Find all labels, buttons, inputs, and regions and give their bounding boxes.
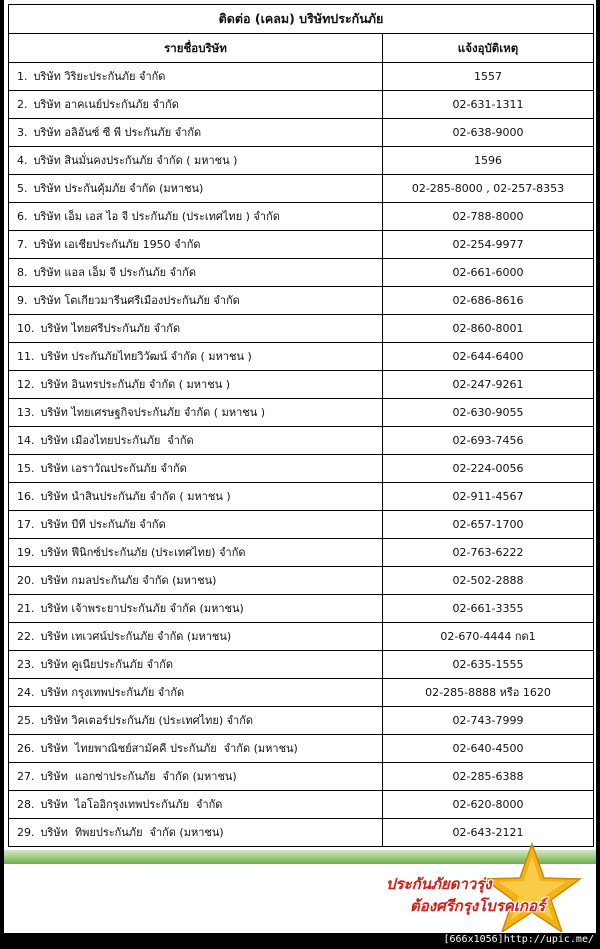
phone-number: 02-657-1700 [383, 511, 594, 539]
company-column-header: รายชื่อบริษัท [9, 34, 383, 63]
company-name: บริษัท ประกันคุ้มภัย จำกัด (มหาชน) [33, 182, 204, 195]
company-name: บริษัท แอล เอ็ม จี ประกันภัย จำกัด [33, 266, 196, 279]
company-name: บริษัท เทเวศน์ประกันภัย จำกัด (มหาชน) [40, 630, 232, 643]
row-number: 5. [17, 182, 28, 195]
company-cell [9, 371, 383, 399]
table-row [9, 679, 594, 707]
company-cell [9, 763, 383, 791]
company-name: บริษัท อินทรประกันภัย จำกัด ( มหาชน ) [40, 378, 231, 391]
company-cell [9, 203, 383, 231]
company-cell [9, 455, 383, 483]
company-name: บริษัท ไอโออิกรุงเทพประกันภัย จำกัด [40, 798, 223, 811]
logo-text-line2: ต้องศรีกรุงโบรคเกอร์ [410, 897, 546, 915]
row-number: 3. [17, 126, 28, 139]
table-row [9, 231, 594, 259]
phone-number: 02-285-8000 , 02-257-8353 [383, 175, 594, 203]
company-cell [9, 259, 383, 287]
row-number: 1. [17, 70, 28, 83]
company-name: บริษัท คูเนียประกันภัย จำกัด [40, 658, 174, 671]
document-page [4, 0, 596, 933]
table-row [9, 399, 594, 427]
phone-number: 02-686-8616 [383, 287, 594, 315]
table-row [9, 707, 594, 735]
company-name: บริษัท ไทยเศรษฐกิจประกันภัย จำกัด ( มหาชน ) [40, 406, 266, 419]
row-number: 27. [17, 770, 35, 783]
company-name: บริษัท แอกซ่าประกันภัย จำกัด (มหาชน) [40, 770, 237, 783]
row-number: 12. [17, 378, 35, 391]
table-row [9, 147, 594, 175]
company-name: บริษัท อลิอันซ์ ซี พี ประกันภัย จำกัด [33, 126, 202, 139]
phone-number: 02-670-4444 กด1 [383, 623, 594, 651]
phone-number: 02-693-7456 [383, 427, 594, 455]
company-name: บริษัท เจ้าพระยาประกันภัย จำกัด (มหาชน) [40, 602, 244, 615]
row-number: 19. [17, 546, 35, 559]
phone-number: 02-638-9000 [383, 119, 594, 147]
company-name: บริษัท เอราวัณประกันภัย จำกัด [40, 462, 187, 475]
company-cell [9, 791, 383, 819]
table-row [9, 595, 594, 623]
row-number: 8. [17, 266, 28, 279]
company-cell [9, 63, 383, 91]
table-title: ติดต่อ (เคลม) บริษัทประกันภัย [9, 5, 594, 34]
company-cell [9, 175, 383, 203]
company-name: บริษัท กมลประกันภัย จำกัด (มหาชน) [40, 574, 217, 587]
company-cell [9, 623, 383, 651]
row-number: 20. [17, 574, 35, 587]
company-cell [9, 343, 383, 371]
company-cell [9, 735, 383, 763]
company-cell [9, 147, 383, 175]
row-number: 28. [17, 798, 35, 811]
table-row [9, 119, 594, 147]
company-cell [9, 539, 383, 567]
phone-number: 02-631-1311 [383, 91, 594, 119]
phone-number: 02-661-6000 [383, 259, 594, 287]
company-cell [9, 119, 383, 147]
row-number: 13. [17, 406, 35, 419]
phone-number: 02-644-6400 [383, 343, 594, 371]
row-number: 14. [17, 434, 35, 447]
company-name: บริษัท วิริยะประกันภัย จำกัด [33, 70, 166, 83]
company-cell [9, 427, 383, 455]
company-name: บริษัท ทิพยประกันภัย จำกัด (มหาชน) [40, 826, 224, 839]
phone-number: 02-763-6222 [383, 539, 594, 567]
table-row [9, 343, 594, 371]
table-body [9, 63, 594, 847]
company-cell [9, 707, 383, 735]
phone-number: 02-502-2888 [383, 567, 594, 595]
phone-number: 02-640-4500 [383, 735, 594, 763]
phone-number: 02-247-9261 [383, 371, 594, 399]
company-cell [9, 231, 383, 259]
company-name: บริษัท นำสินประกันภัย จำกัด ( มหาชน ) [40, 490, 231, 503]
company-cell [9, 679, 383, 707]
row-number: 26. [17, 742, 35, 755]
company-cell [9, 483, 383, 511]
row-number: 15. [17, 462, 35, 475]
row-number: 25. [17, 714, 35, 727]
company-name: บริษัท ฟีนิกซ์ประกันภัย (ประเทศไทย) จำกัด [40, 546, 246, 559]
company-cell [9, 567, 383, 595]
phone-number: 02-285-8888 หรือ 1620 [383, 679, 594, 707]
company-cell [9, 651, 383, 679]
table-row [9, 483, 594, 511]
table-row [9, 735, 594, 763]
company-name: บริษัท เอ็ม เอส ไอ จี ประกันภัย (ประเทศไทย ) จำกัด [33, 210, 280, 223]
row-number: 24. [17, 686, 35, 699]
phone-number: 02-224-0056 [383, 455, 594, 483]
table-row [9, 175, 594, 203]
company-name: บริษัท โตเกียวมารีนศรีเมืองประกันภัย จำกัด [33, 294, 240, 307]
table-row [9, 63, 594, 91]
company-cell [9, 819, 383, 847]
row-number: 17. [17, 518, 35, 531]
phone-number: 02-743-7999 [383, 707, 594, 735]
table-row [9, 511, 594, 539]
phone-number: 02-788-8000 [383, 203, 594, 231]
company-name: บริษัท วิคเตอร์ประกันภัย (ประเทศไทย) จำกัด [40, 714, 254, 727]
row-number: 4. [17, 154, 28, 167]
row-number: 23. [17, 658, 35, 671]
phone-number: 02-285-6388 [383, 763, 594, 791]
company-name: บริษัท ประกันภัยไทยวิวัฒน์ จำกัด ( มหาชน ) [40, 350, 252, 363]
table-row [9, 287, 594, 315]
row-number: 29. [17, 826, 35, 839]
row-number: 6. [17, 210, 28, 223]
company-cell [9, 511, 383, 539]
company-name: บริษัท เมืองไทยประกันภัย จำกัด [40, 434, 194, 447]
row-number: 16. [17, 490, 35, 503]
phone-number: 02-643-2121 [383, 819, 594, 847]
row-number: 22. [17, 630, 35, 643]
row-number: 7. [17, 238, 28, 251]
row-number: 21. [17, 602, 35, 615]
table-row [9, 91, 594, 119]
row-number: 10. [17, 322, 35, 335]
table-row [9, 539, 594, 567]
phone-number: 02-620-8000 [383, 791, 594, 819]
phone-number: 02-860-8001 [383, 315, 594, 343]
row-number: 9. [17, 294, 28, 307]
phone-number: 02-661-3355 [383, 595, 594, 623]
phone-number: 1596 [383, 147, 594, 175]
company-name: บริษัท อาคเนย์ประกันภัย จำกัด [33, 98, 179, 111]
company-cell [9, 315, 383, 343]
row-number: 2. [17, 98, 28, 111]
company-name: บริษัท สินมั่นคงประกันภัย จำกัด ( มหาชน ) [33, 154, 238, 167]
phone-number: 02-254-9977 [383, 231, 594, 259]
phone-number: 02-635-1555 [383, 651, 594, 679]
company-name: บริษัท บีที ประกันภัย จำกัด [40, 518, 166, 531]
company-name: บริษัท กรุงเทพประกันภัย จำกัด [40, 686, 185, 699]
table-row [9, 623, 594, 651]
phone-number: 02-911-4567 [383, 483, 594, 511]
company-cell [9, 399, 383, 427]
insurance-contact-table [8, 4, 594, 847]
company-name: บริษัท ไทยศรีประกันภัย จำกัด [40, 322, 181, 335]
table-row [9, 791, 594, 819]
table-row [9, 259, 594, 287]
company-name: บริษัท ไทยพาณิชย์สามัคคี ประกันภัย จำกัด (มหาชน) [40, 742, 298, 755]
table-row [9, 763, 594, 791]
table-row [9, 651, 594, 679]
table-row [9, 427, 594, 455]
broker-logo [384, 842, 589, 932]
logo-text-line1: ประกันภัยดาวรุ่ง [386, 875, 492, 893]
company-cell [9, 287, 383, 315]
footer-bar [0, 933, 600, 949]
table-row [9, 371, 594, 399]
phone-number: 02-630-9055 [383, 399, 594, 427]
row-number: 11. [17, 350, 35, 363]
footer-watermark: [666x1056]http://upic.me/ [443, 934, 594, 945]
table-row [9, 203, 594, 231]
company-cell [9, 595, 383, 623]
company-cell [9, 91, 383, 119]
table-row [9, 567, 594, 595]
phone-number: 1557 [383, 63, 594, 91]
company-name: บริษัท เอเชียประกันภัย 1950 จำกัด [33, 238, 201, 251]
table-row [9, 315, 594, 343]
phone-column-header: แจ้งอุบัติเหตุ [383, 34, 594, 63]
table-row [9, 455, 594, 483]
